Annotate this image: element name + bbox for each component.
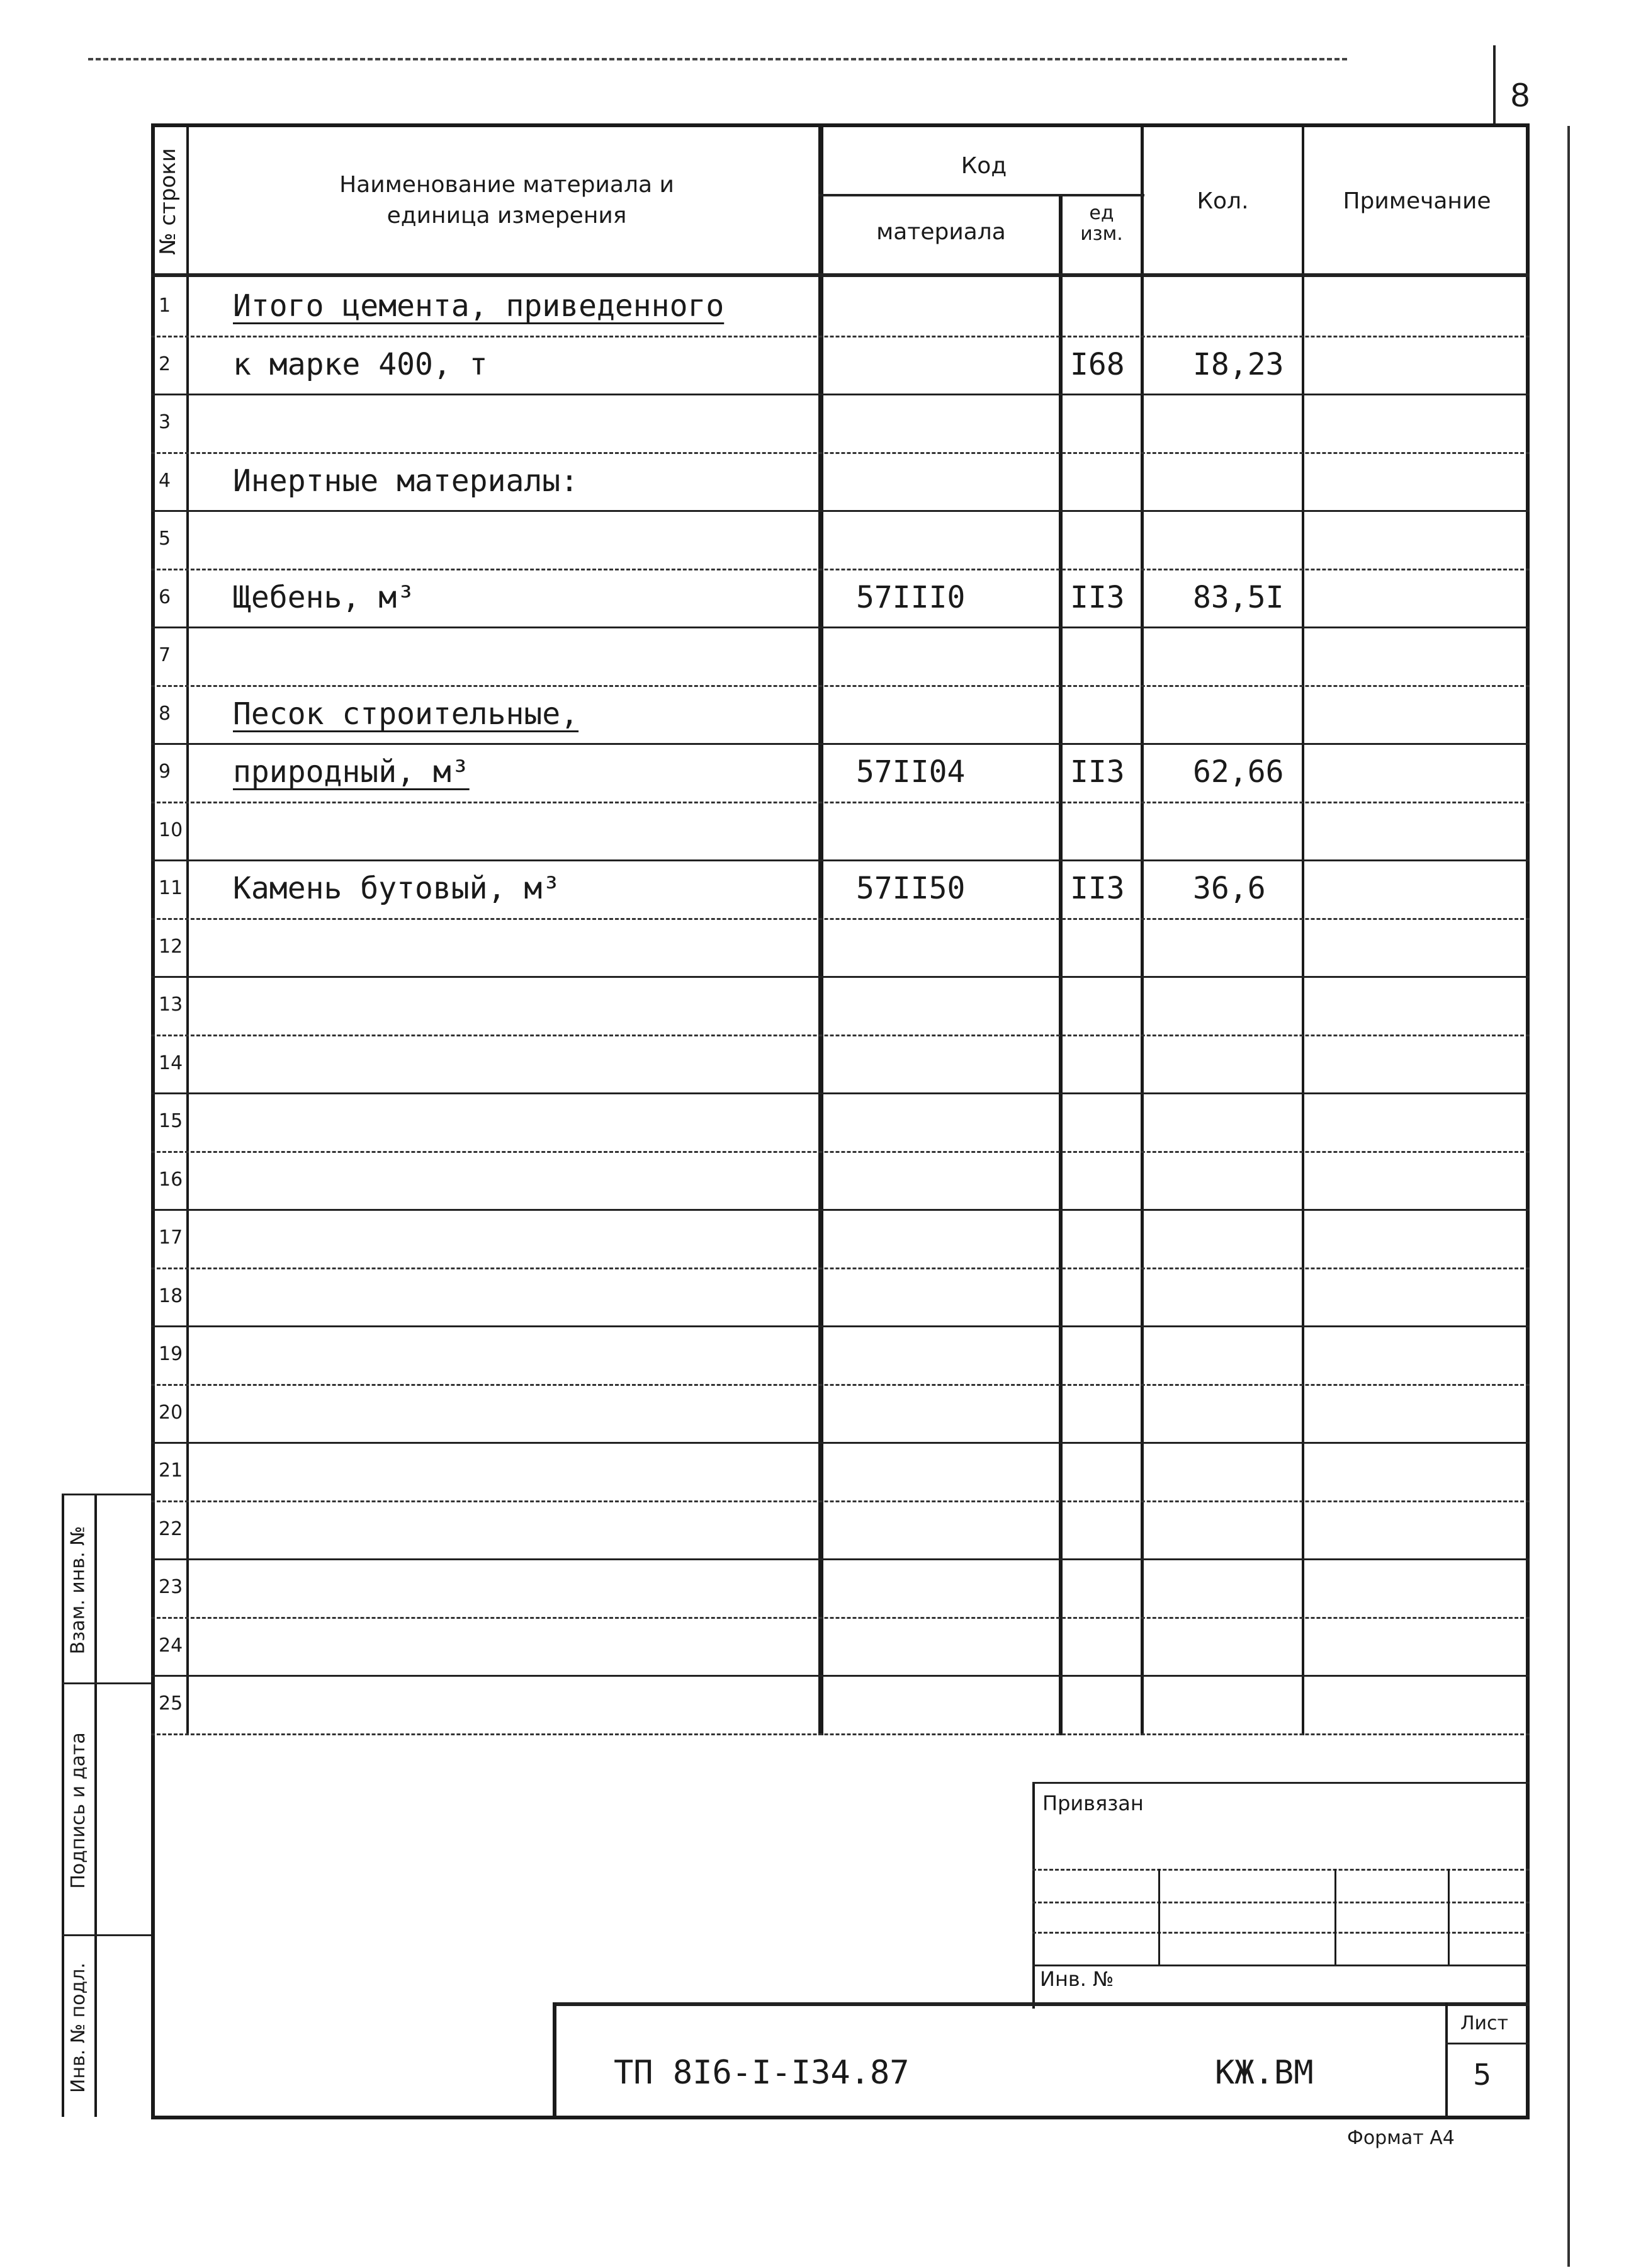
row-divider bbox=[151, 1209, 1530, 1211]
row-unit-code: II3 bbox=[1070, 871, 1125, 906]
row-quantity: 36,6 bbox=[1193, 871, 1266, 906]
row-number: 16 bbox=[159, 1168, 183, 1191]
row-number: 9 bbox=[159, 761, 171, 783]
row-number: 15 bbox=[159, 1110, 183, 1132]
tb-grid-1 bbox=[1032, 1869, 1530, 1871]
tb-bound-left bbox=[1032, 1782, 1035, 2009]
format-label: Формат А4 bbox=[1347, 2127, 1455, 2149]
row-number: 4 bbox=[159, 469, 171, 492]
stamp-sep-1 bbox=[62, 1682, 151, 1684]
drawing-frame bbox=[151, 123, 1530, 2119]
row-number: 11 bbox=[159, 877, 183, 899]
tb-grid-3 bbox=[1032, 1932, 1530, 1934]
right-margin-line bbox=[1567, 126, 1570, 2267]
row-number: 19 bbox=[159, 1343, 183, 1365]
row-divider bbox=[151, 1675, 1530, 1677]
row-material-code: 57III0 bbox=[856, 579, 966, 615]
row-material-name: Щебень, м³ bbox=[233, 579, 415, 615]
row-divider bbox=[151, 976, 1530, 978]
row-material-name: Инертные материалы: bbox=[233, 463, 579, 499]
row-number: 5 bbox=[159, 528, 171, 550]
row-number: 24 bbox=[159, 1634, 183, 1657]
row-quantity: 62,66 bbox=[1193, 754, 1284, 790]
tb-grid-2 bbox=[1032, 1902, 1530, 1903]
row-material-name: Камень бутовый, м³ bbox=[233, 871, 561, 906]
tb-bound-label: Привязан bbox=[1042, 1791, 1144, 1815]
row-divider bbox=[151, 685, 1530, 687]
row-divider bbox=[151, 1092, 1530, 1094]
tb-sheet-number: 5 bbox=[1473, 2058, 1492, 2092]
row-number: 14 bbox=[159, 1052, 183, 1074]
tb-doc-mark: КЖ.ВМ bbox=[1215, 2054, 1314, 2092]
page-number: 8 bbox=[1511, 76, 1530, 114]
row-number: 20 bbox=[159, 1401, 183, 1424]
row-divider bbox=[151, 452, 1530, 454]
row-material-code: 57II04 bbox=[856, 754, 966, 790]
tb-main-top bbox=[554, 2002, 1530, 2006]
row-divider bbox=[151, 1733, 1530, 1735]
row-unit-code: II3 bbox=[1070, 754, 1125, 790]
row-divider bbox=[151, 1035, 1530, 1036]
row-divider bbox=[151, 569, 1530, 570]
row-divider bbox=[151, 1267, 1530, 1269]
row-number: 1 bbox=[159, 295, 171, 317]
row-divider bbox=[151, 859, 1530, 861]
row-number: 3 bbox=[159, 411, 171, 433]
row-unit-code: II3 bbox=[1070, 579, 1125, 615]
header-material-name: Наименование материала и единица измерения bbox=[339, 172, 674, 229]
tb-doc-code: ТП 8I6-I-I34.87 bbox=[614, 2054, 910, 2092]
header-code-split bbox=[818, 194, 1144, 196]
row-divider bbox=[151, 1500, 1530, 1502]
tb-grid-v1 bbox=[1158, 1869, 1160, 1965]
row-divider bbox=[151, 1151, 1530, 1153]
row-quantity: I8,23 bbox=[1193, 346, 1284, 382]
col-sep-unit bbox=[1059, 195, 1063, 1735]
row-divider bbox=[151, 1325, 1530, 1327]
row-divider bbox=[151, 336, 1530, 337]
header-bottom-line bbox=[151, 273, 1530, 277]
row-unit-code: I68 bbox=[1070, 346, 1125, 382]
col-sep-code bbox=[818, 123, 823, 1735]
row-number: 8 bbox=[159, 702, 171, 725]
row-number: 13 bbox=[159, 994, 183, 1016]
row-divider bbox=[151, 743, 1530, 745]
top-dashed-rule bbox=[88, 58, 1347, 60]
tb-sheet-left bbox=[1445, 2002, 1448, 2119]
row-number: 7 bbox=[159, 644, 171, 666]
row-number: 22 bbox=[159, 1517, 183, 1540]
row-material-name: Песок строительные, bbox=[233, 696, 579, 732]
row-material-name: Итого цемента, приведенного bbox=[233, 288, 725, 324]
header-quantity: Кол. bbox=[1197, 188, 1249, 214]
tb-sheet-sep bbox=[1445, 2043, 1530, 2044]
row-number: 25 bbox=[159, 1692, 183, 1715]
col-sep-note bbox=[1302, 123, 1304, 1735]
row-divider bbox=[151, 918, 1530, 920]
tb-grid-v3 bbox=[1448, 1869, 1450, 1965]
row-number: 6 bbox=[159, 586, 171, 608]
header-code-unit: ед изм. bbox=[1080, 202, 1123, 245]
row-material-name: к марке 400, т bbox=[233, 346, 488, 382]
header-row-number: № строки bbox=[155, 148, 181, 255]
stamp-signature-date: Подпись и дата bbox=[67, 1732, 89, 1889]
row-divider bbox=[151, 1558, 1530, 1560]
stamp-inv-original: Инв. № подл. bbox=[67, 1962, 89, 2093]
row-divider bbox=[151, 1617, 1530, 1619]
header-code-material: материала bbox=[876, 219, 1006, 245]
row-divider bbox=[151, 394, 1530, 395]
stamp-sep-2 bbox=[62, 1934, 151, 1936]
stamp-top bbox=[62, 1494, 151, 1495]
row-number: 21 bbox=[159, 1460, 183, 1482]
row-divider bbox=[151, 1442, 1530, 1444]
row-number: 23 bbox=[159, 1576, 183, 1598]
stamp-inner-line bbox=[94, 1494, 97, 2117]
row-number: 17 bbox=[159, 1227, 183, 1249]
row-number: 12 bbox=[159, 935, 183, 958]
row-divider bbox=[151, 627, 1530, 628]
row-material-name: природный, м³ bbox=[233, 754, 470, 790]
row-divider bbox=[151, 802, 1530, 803]
stamp-replaced-inv: Взам. инв. № bbox=[67, 1526, 89, 1654]
row-material-code: 57II50 bbox=[856, 871, 966, 906]
header-code: Код bbox=[961, 153, 1007, 179]
tb-grid-v2 bbox=[1334, 1869, 1336, 1965]
row-number: 2 bbox=[159, 353, 171, 375]
row-number: 18 bbox=[159, 1284, 183, 1307]
row-divider bbox=[151, 510, 1530, 512]
header-note: Примечание bbox=[1343, 188, 1491, 214]
tb-main-left bbox=[553, 2002, 556, 2119]
tb-grid-4 bbox=[1032, 1965, 1530, 1966]
row-quantity: 83,5I bbox=[1193, 579, 1284, 615]
tb-bound-top bbox=[1032, 1782, 1530, 1784]
tb-inv-no: Инв. № bbox=[1040, 1967, 1114, 1991]
page-number-tick bbox=[1493, 45, 1496, 127]
tb-sheet-label: Лист bbox=[1460, 2012, 1509, 2034]
row-divider bbox=[151, 1384, 1530, 1386]
row-number: 10 bbox=[159, 819, 183, 841]
col-sep-qty bbox=[1141, 123, 1144, 1735]
